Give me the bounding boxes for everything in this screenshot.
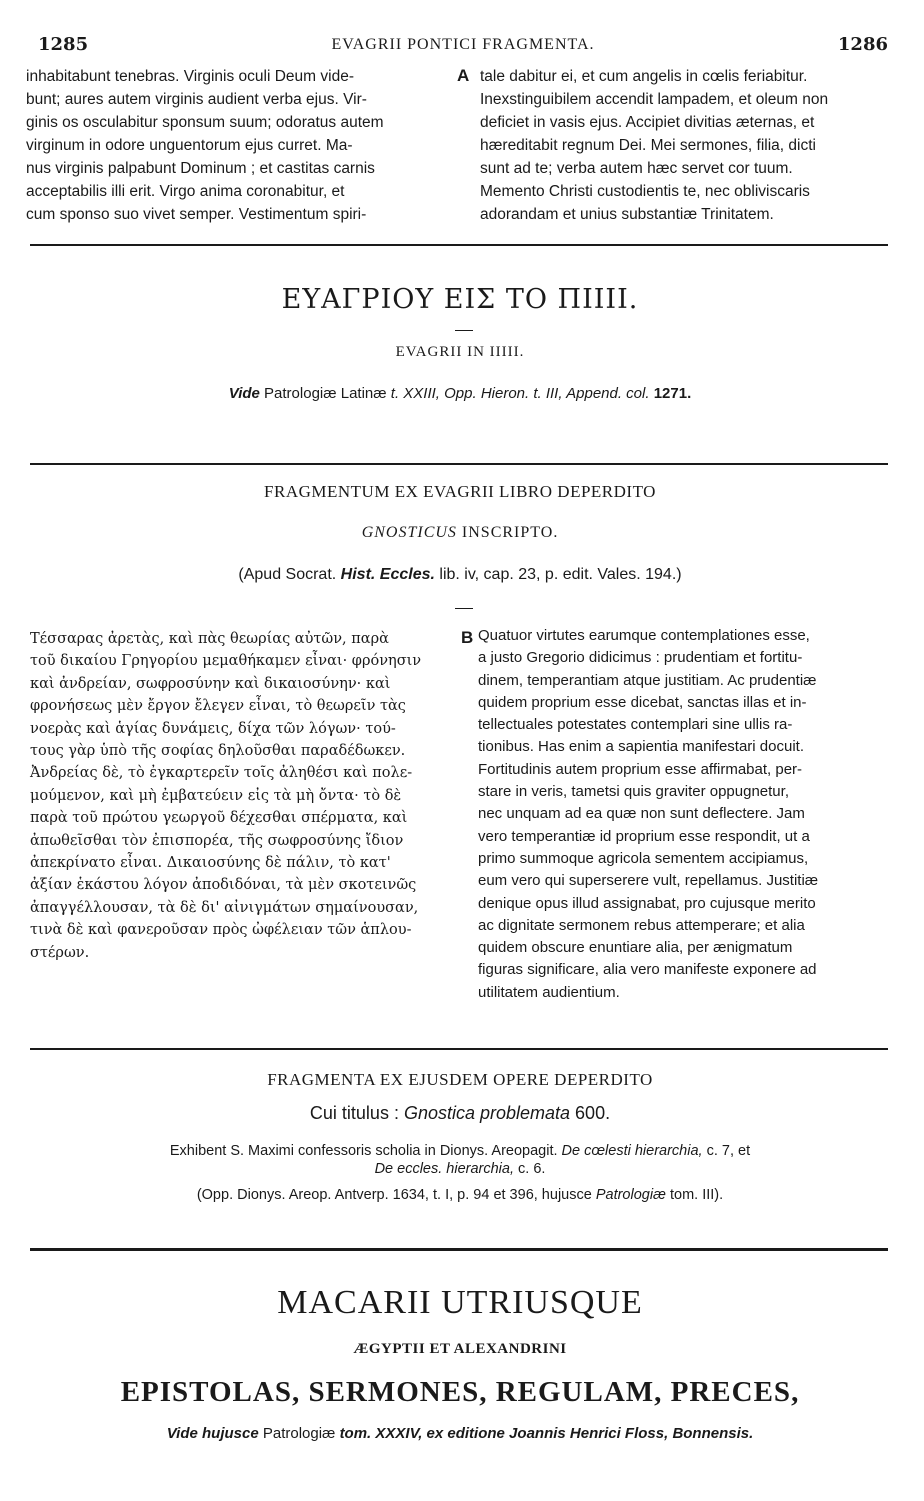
greek-line: φρονήσεως μὲν ἔργον ἔλεγεν εἶναι, τὸ θεωρεῖν τὰς <box>30 698 406 715</box>
latin-line: stare in veris, tametsi quis graviter oppugnetur, <box>478 783 789 801</box>
top-left-column <box>26 65 450 226</box>
source-end: lib. iv, cap. 23, p. edit. Vales. 194.) <box>434 566 682 583</box>
greek-line: τινὰ δὲ καὶ φανεροῦσαν πρὸς ὠφέλειαν τῶν ἁπλου- <box>30 922 412 939</box>
text-line: Memento Christi custodientis te, nec obliviscaris <box>480 183 810 200</box>
left-page-number: 1285 <box>38 34 89 55</box>
text-line: bunt; aures autem virginis audient verba ejus. Vir- <box>26 91 367 108</box>
latin-line: nec unquam ad ea quæ non sunt deflectere. Jam <box>478 805 805 823</box>
macarii-reference <box>30 1425 890 1442</box>
vide-word: Vide <box>228 385 260 402</box>
greek-section-title: ΕΥΑΓΡΙΟΥ ΕΙΣ ΤΟ ΠΙΙΙΙ. <box>281 284 639 315</box>
section-divider <box>30 1248 888 1251</box>
macarii-subtitle: ÆGYPTII ET ALEXANDRINI <box>353 1341 567 1357</box>
greek-line: καὶ ἀνδρείαν, σωφροσύνην καὶ δικαιοσύνην· καὶ <box>30 675 391 692</box>
greek-line: Ἀνδρείας δὲ, τὸ ἐγκαρτερεῖν τοῖς ἀληθέσι καὶ πολε- <box>30 765 413 782</box>
text-line: deficiet in vasis ejus. Accipiet divitias æternas, et <box>480 114 815 131</box>
greek-line: ἀπεκρίνατο εἶναι. Δικαιοσύνης δὲ πάλιν, τὸ κατ' <box>30 855 391 872</box>
running-title: EVAGRII PONTICI FRAGMENTA. <box>331 36 595 53</box>
patrologia-reference <box>30 385 890 402</box>
latin-line: Fortitudinis autem proprium esse affirmabat, per- <box>478 760 803 778</box>
latin-line: figuras significare, alia vero manifeste exponere ad <box>478 961 817 979</box>
text-line: Inexstinguibilem accendit lampadem, et oleum non <box>480 91 829 108</box>
greek-line: νοερὰς καὶ ἁγίας δυνάμεις, δίχα τῶν λόγων· τού- <box>30 720 396 737</box>
text-line: inhabitabunt tenebras. Virginis oculi Deum vide- <box>26 68 354 85</box>
latin-line: tionibus. Has enim a sapientia manifestari docuit. <box>478 738 805 756</box>
latin-line: denique opus illud assignabat, pro cujusque merito <box>478 894 816 912</box>
section-divider <box>30 244 888 246</box>
text-line: virginum in odore unguentorum ejus curret. Ma- <box>26 137 353 154</box>
exhibent-italic-2: De eccles. hierarchia, <box>374 1161 514 1177</box>
latin-line: utilitatem audientium. <box>478 983 620 1001</box>
latin-line: tellectuales potestates contemplari sine ullis ra- <box>478 716 793 734</box>
cui-end: 600. <box>570 1103 611 1123</box>
reference-italic: t. XXIII, Opp. Hieron. t. III, Append. col. <box>390 385 650 402</box>
latin-line: eum vero qui superserere vult, repellamus. Justitiæ <box>478 872 819 890</box>
fragmenta-title: FRAGMENTA EX EJUSDEM OPERE DEPERDITO <box>267 1070 653 1089</box>
text-line: ginis os osculabitur sponsum suum; odoratus autem <box>26 114 384 131</box>
cui-titulus <box>30 1103 890 1124</box>
opp-reference <box>30 1187 890 1203</box>
greek-line: τους γὰρ ὑπὸ τῆς σοφίας δηλοῦσθαι παραδέδωκεν. <box>30 743 406 760</box>
latin-text-column <box>478 625 888 1004</box>
exhibent-mid: c. 7, et <box>702 1143 751 1159</box>
short-dash <box>455 330 473 331</box>
greek-text-column <box>30 628 462 964</box>
greek-line: μούμενον, καὶ μὴ ἐμβατεύειν εἰς τὰ μὴ ὄντα· τὸ δὲ <box>30 787 402 804</box>
source-italic: Hist. Eccles. <box>340 566 435 583</box>
vide-hujusce: Vide hujusce <box>166 1425 259 1442</box>
text-line: acceptabilis illi erit. Virgo anima coronabitur, et <box>26 183 345 200</box>
text-line: nus virginis palpabunt Dominum ; et castitas carnis <box>26 160 375 177</box>
text-line: cum sponso suo vivet semper. Vestimentum spiri- <box>26 206 367 223</box>
opp-end: tom. III). <box>665 1187 724 1203</box>
text-line: adorandam et unius substantiæ Trinitatem. <box>480 206 774 223</box>
latin-line: quidem proprium esse dicebat, sanctas illas et in- <box>478 693 807 711</box>
vide-mid: Patrologiæ <box>258 1425 340 1442</box>
top-right-column <box>480 65 890 226</box>
reference-text: Patrologiæ Latinæ <box>259 385 391 402</box>
latin-line: dinem, temperantiam atque justitiam. Ac prudentiæ <box>478 671 817 689</box>
subtitle-italic: GNOSTICUS <box>361 524 457 541</box>
right-page-number: 1286 <box>837 34 888 55</box>
greek-line: παρὰ τοῦ πρώτου γεωργοῦ δέχεσθαι σπέρματα, καὶ <box>30 810 408 827</box>
opp-start: (Opp. Dionys. Areop. Antverp. 1634, t. I, p. 94 et 396, hujusce <box>196 1187 596 1203</box>
latin-line: ac dignitate sermonem rebus attemperare; et alia <box>478 916 805 934</box>
cui-start: Cui titulus : <box>309 1103 404 1123</box>
latin-section-title: EVAGRII IN IIIII. <box>395 344 525 360</box>
short-dash <box>455 608 473 609</box>
section-divider <box>30 463 888 465</box>
exhibent-start: Exhibent S. Maximi confessoris scholia in Dionys. Areopagit. <box>169 1143 562 1159</box>
source-start: (Apud Socrat. <box>238 566 341 583</box>
greek-line: ἀπωθεῖσθαι τὸν ἐπισπορέα, τῆς σωφροσύνης ἴδιον <box>30 832 404 849</box>
greek-line: στέρων. <box>30 944 90 961</box>
opp-italic: Patrologiæ <box>595 1187 666 1203</box>
exhibent-italic-1: De cœlesti hierarchia, <box>561 1143 703 1159</box>
greek-line: τοῦ δικαίου Γρηγορίου μεμαθήκαμεν εἶναι· φρόνησιν <box>30 653 422 670</box>
latin-line: Quatuor virtutes earumque contemplationes esse, <box>478 627 810 644</box>
column-marker-a: A <box>457 66 470 85</box>
reference-column: 1271. <box>649 385 692 402</box>
macarii-heading: EPISTOLAS, SERMONES, REGULAM, PRECES, <box>120 1376 800 1408</box>
macarii-title: MACARII UTRIUSQUE <box>277 1284 643 1321</box>
greek-line: ἀξίαν ἑκάστου λόγον ἀποδιδόναι, τὰ μὲν σκοτεινῶς <box>30 877 417 894</box>
text-line: sunt ad te; verba autem hæc servet cor tuum. <box>480 160 793 177</box>
greek-line: Τέσσαρας ἀρετὰς, καὶ πὰς θεωρίας αὐτῶν, παρὰ <box>30 631 389 647</box>
vide-edition: tom. XXXIV, ex editione Joannis Henrici Floss, Bonnensis. <box>339 1425 754 1442</box>
running-head <box>38 34 888 56</box>
exhibent-end: c. 6. <box>513 1161 546 1177</box>
cui-italic: Gnostica problemata <box>403 1103 571 1123</box>
latin-line: quidem obscure enuntiare alia, per ænigmatum <box>478 939 793 957</box>
subtitle-rest: INSCRIPTO. <box>456 524 559 541</box>
fragmentum-subtitle <box>30 524 890 542</box>
greek-line: ἀπαγγέλλουσαν, τὰ δὲ δι' αἰνιγμάτων σημαίνουσαν, <box>30 899 419 916</box>
latin-line: vero temperantiæ id proprium esse respondit, ut a <box>478 827 810 845</box>
fragmentum-title: FRAGMENTUM EX EVAGRII LIBRO DEPERDITO <box>264 482 656 501</box>
section-divider <box>30 1048 888 1050</box>
column-marker-b: B <box>461 628 474 647</box>
latin-line: primo summoque agricola sementem accipiamus, <box>478 849 809 867</box>
latin-line: a justo Gregorio didicimus : prudentiam et fortitu- <box>478 649 803 667</box>
fragmentum-source <box>30 566 890 584</box>
text-line: tale dabitur ei, et cum angelis in cœlis feriabitur. <box>480 68 808 85</box>
text-line: hæreditabit regnum Dei. Mei sermones, filia, dicti <box>480 137 816 154</box>
exhibent-note <box>30 1142 890 1178</box>
